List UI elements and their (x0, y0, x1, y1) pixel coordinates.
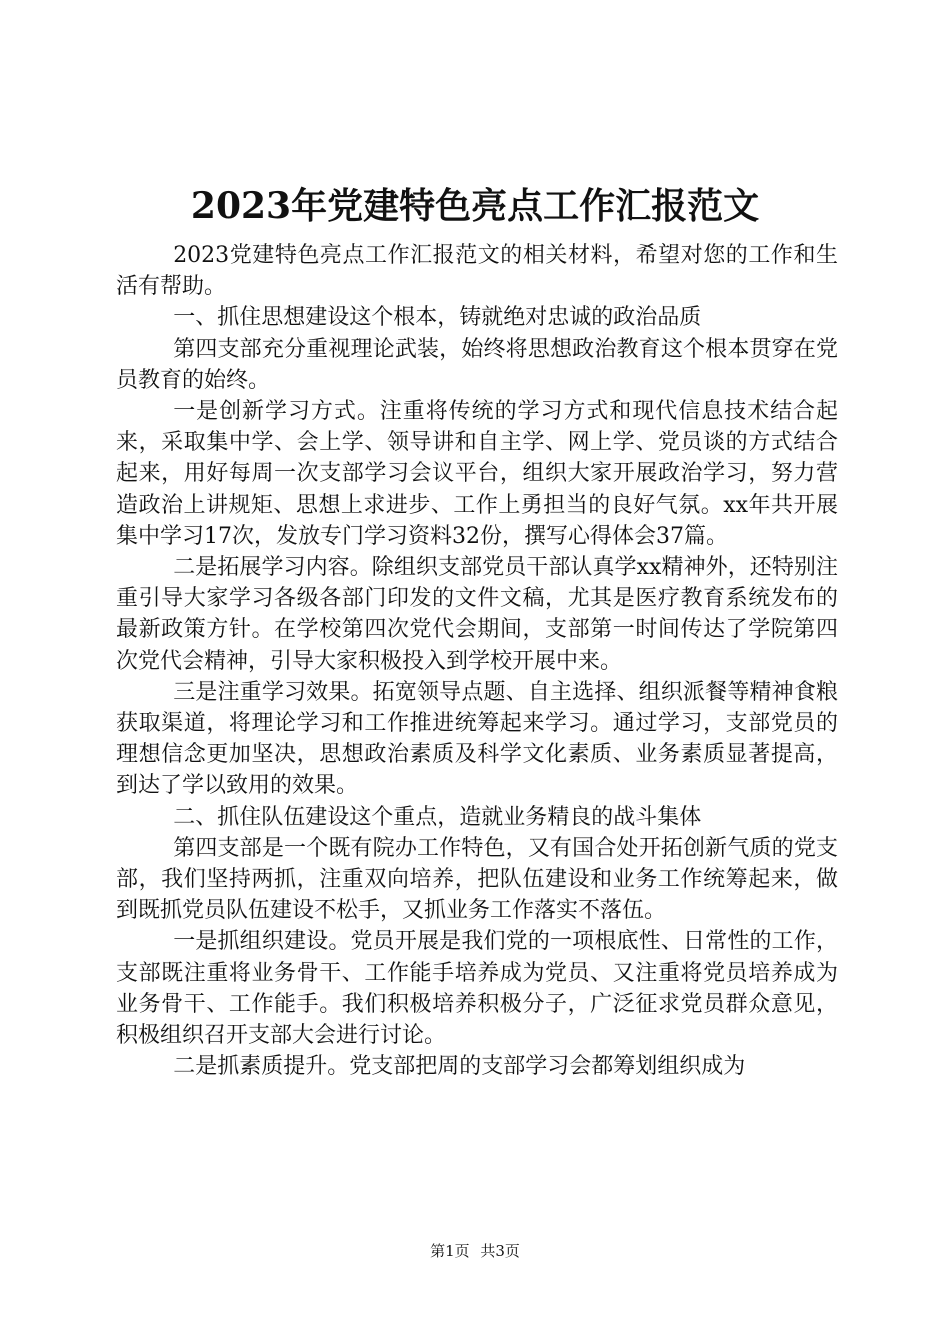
paragraph-study-content: 二是拓展学习内容。除组织支部党员干部认真学xx精神外，还特别注重引导大家学习各级各部门印发的文件文稿，尤其是医疗教育系统发布的最新政策方针。在学校第四次党代会期间，支部第一时间传达了学院第四次党代会精神，引导大家积极投入到学校开展中来。 (116, 555, 838, 674)
document-title: 2023年党建特色亮点工作汇报范文 (190, 185, 760, 227)
paragraph-theory: 第四支部充分重视理论武装，始终将思想政治教育这个根本贯穿在党员教育的始终。 (116, 336, 838, 393)
document-body (116, 240, 838, 1082)
paragraph-study-method: 一是创新学习方式。注重将传统的学习方式和现代信息技术结合起来，采取集中学、会上学、领导讲和自主学、网上学、党员谈的方式结合起来，用好每周一次支部学习会议平台，组织大家开展政治学习，努力营造政治上讲规矩、思想上求进步、工作上勇担当的良好气氛。xx年共开展集中学习17次，发放专门学习资料32份，撰写心得体会37篇。 (116, 399, 838, 549)
paragraph-organization: 一是抓组织建设。党员开展是我们党的一项根底性、日常性的工作，支部既注重将业务骨干、工作能手培养成为党员、又注重将党员培养成为业务骨干、工作能手。我们积极培养积极分子，广泛征求党员群众意见，积极组织召开支部大会进行讨论。 (116, 929, 838, 1049)
paragraph-quality: 二是抓素质提升。党支部把周的支部学习会都筹划组织成为 (173, 1054, 746, 1080)
page-total: 共3页 (480, 1242, 520, 1260)
section-heading-2: 二、抓住队伍建设这个重点，造就业务精良的战斗集体 (173, 804, 702, 830)
paragraph-study-effect: 三是注重学习效果。拓宽领导点题、自主选择、组织派餐等精神食粮获取渠道，将理论学习和工作推进统筹起来学习。通过学习，支部党员的理想信念更加坚决，思想政治素质及科学文化素质、业务素质显著提高，到达了学以致用的效果。 (116, 679, 838, 799)
paragraph-intro: 2023党建特色亮点工作汇报范文的相关材料，希望对您的工作和生活有帮助。 (116, 243, 838, 300)
page-footer (0, 1241, 950, 1261)
section-heading-1: 一、抓住思想建设这个根本，铸就绝对忠诚的政治品质 (173, 305, 702, 331)
page-number: 第1页 (430, 1242, 470, 1260)
paragraph-branch-profile: 第四支部是一个既有院办工作特色，又有国合处开拓创新气质的党支部，我们坚持两抓，注重双向培养，把队伍建设和业务工作统筹起来，做到既抓党员队伍建设不松手，又抓业务工作落实不落伍。 (116, 835, 838, 924)
